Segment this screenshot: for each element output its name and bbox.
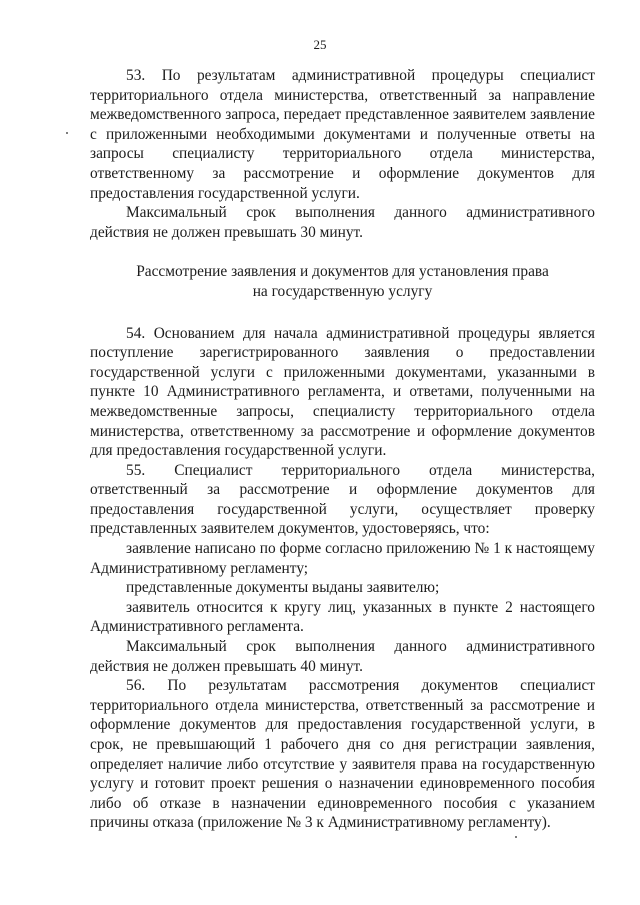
- paragraph-55: 55. Специалист территориального отдела министерства, ответственный за рассмотрение и оформление документов для предоставления государственной услуги, осуществляет проверку представленных заявителем документов, удостоверяясь, что:: [90, 461, 595, 538]
- paragraph-55-item-3: заявитель относится к кругу лиц, указанных в пункте 2 настоящего Административного регламента.: [90, 598, 595, 636]
- section-heading-line-2: на государственную услугу: [252, 282, 433, 300]
- document-body: [90, 66, 595, 833]
- section-heading: [90, 262, 595, 301]
- paragraph-55-item-2: представленные документы выданы заявителю;: [126, 579, 440, 597]
- paragraph-53-time-limit: Максимальный срок выполнения данного административного действия не должен превышать 30 минут.: [90, 204, 595, 241]
- page-number: 25: [313, 37, 327, 52]
- scan-speck: [515, 836, 517, 838]
- paragraph-54-block: [90, 324, 595, 461]
- section-heading-line-1: Рассмотрение заявления и документов для установления права: [136, 263, 549, 281]
- paragraph-54: 54. Основанием для начала административной процедуры является поступление зарегистрированного заявления о предоставлении государственной услуги с приложенными документами, указанными в пункте 10 Административного регламента, и ответами, полученными на межведомственные запросы, специалисту территориального отдела министерства, ответственному за рассмотрение и оформление документов для предоставления государственной услуги.: [90, 324, 595, 460]
- paragraph-56: 56. По результатам рассмотрения документов специалист территориального отдела министерства, ответственный за рассмотрение и оформление документов для предоставления государственной услуги, в срок, не превышающий 1 рабочего дня со дня регистрации заявления, определяет наличие либо отсутствие у заявителя права на государственную услугу и готовит проект решения о назначении единовременного пособия либо об отказе в назначении единовременного пособия с указанием причины отказа (приложение № 3 к Административному регламенту).: [90, 677, 595, 832]
- paragraph-53: 53. По результатам административной процедуры специалист территориального отдела министерства, ответственный за направление межведомственного запроса, передает представленное заявителем заявление с приложенными необходимыми документами и полученные ответы на запросы специалисту территориального отдела министерства, ответственному за рассмотрение и оформление документов для предоставления государственной услуги.: [90, 67, 595, 202]
- paragraph-55-item-1: заявление написано по форме согласно приложению № 1 к настоящему Административному регламенту;: [90, 540, 595, 577]
- scan-speck: [66, 132, 68, 134]
- paragraph-55-time-limit: Максимальный срок выполнения данного административного действия не должен превышать 40 минут.: [90, 638, 595, 675]
